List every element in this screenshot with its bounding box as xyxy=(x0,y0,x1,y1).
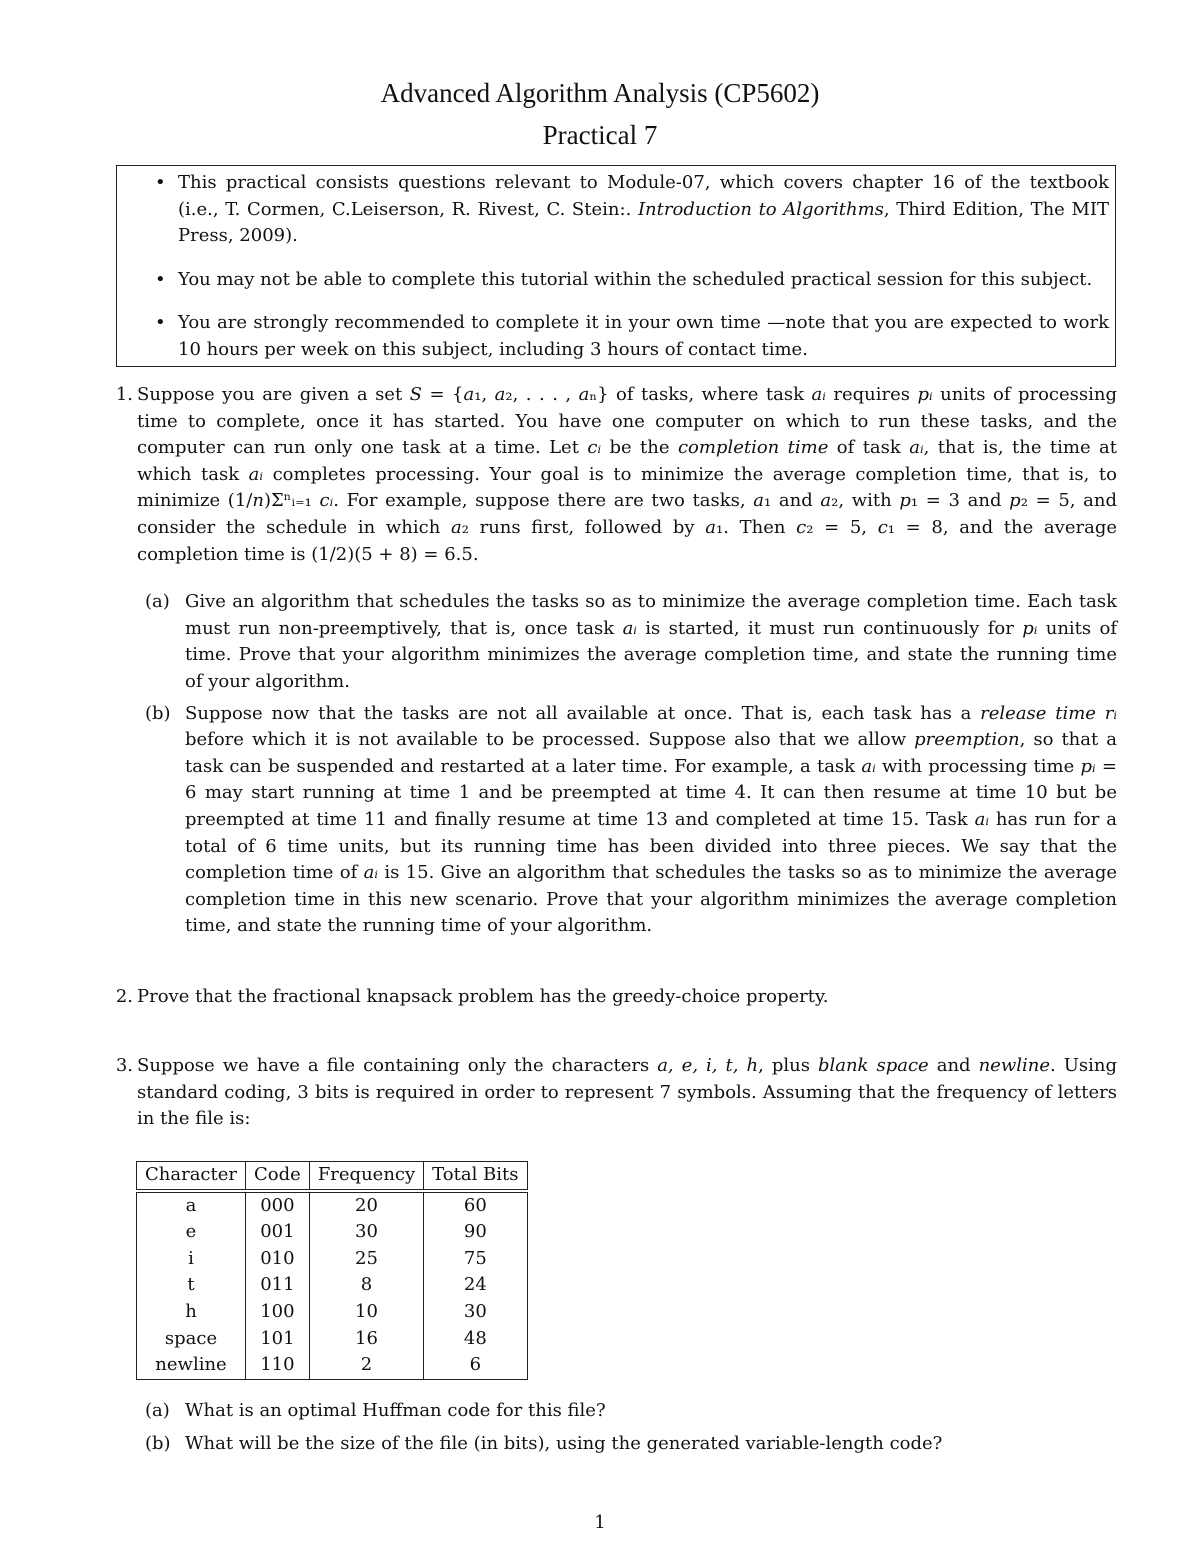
text-block xyxy=(178,172,1109,246)
table-cell: i xyxy=(137,1246,246,1273)
table-cell: 100 xyxy=(246,1299,310,1326)
text-segment: units of processing time to complete, once it has started. You have one computer on which to run these tasks, and the computer can run only one task at a time. Let xyxy=(137,384,1118,459)
table-cell: a xyxy=(137,1191,246,1220)
italic-text: a xyxy=(820,490,832,512)
text-segment: ₁ and xyxy=(764,490,821,512)
italic-text: pᵢ xyxy=(1080,755,1096,777)
table-cell: e xyxy=(137,1219,246,1246)
text-segment: ₂, . . . , xyxy=(505,384,579,405)
bullet-icon: • xyxy=(155,312,166,334)
table-cell: 10 xyxy=(309,1299,423,1326)
text-segment: ₙ} of tasks, where task xyxy=(589,384,812,405)
text-segment: Suppose now that the tasks are not all available at once. That is, each task has a xyxy=(185,702,981,724)
part-label: (b) xyxy=(145,702,171,724)
text-segment: is started, it must run continuously for xyxy=(636,617,1023,639)
practical-title: Practical 7 xyxy=(542,120,658,150)
table-cell: 30 xyxy=(424,1299,527,1326)
question-1 xyxy=(107,382,1117,940)
table-row xyxy=(137,1272,528,1299)
column-header: Code xyxy=(246,1162,310,1191)
italic-text: p xyxy=(899,490,911,512)
column-header: Character xyxy=(137,1162,246,1191)
text-segment: completes processing. Your goal is to minimize the average completion time, that is, to minimize (1/ xyxy=(137,463,1118,512)
table-cell: t xyxy=(137,1272,246,1299)
text-segment: Prove that the fractional knapsack problem has the greedy-choice property. xyxy=(137,986,829,1007)
question-text xyxy=(137,984,1117,1011)
text-block xyxy=(185,1398,1117,1425)
table-cell: space xyxy=(137,1326,246,1353)
italic-text: aᵢ xyxy=(363,862,378,884)
info-item xyxy=(117,170,1115,250)
text-segment: = 6 may start running at time 1 and be preempted at time 4. It can then resume at time 10 but be preempted at time 11 and finally resume at time 13 and completed at time 15. Task xyxy=(185,755,1117,830)
table-row xyxy=(137,1352,528,1379)
text-segment: has run for a total of 6 time units, but its running time has been divided into three pieces. We say that the completion time of xyxy=(185,808,1118,884)
question-text xyxy=(137,1053,1117,1133)
info-item xyxy=(117,310,1115,363)
table-cell: 90 xyxy=(424,1219,527,1246)
table-cell: 010 xyxy=(246,1246,310,1273)
bullet-icon: • xyxy=(155,268,166,290)
text-segment: . Using standard coding, 3 bits is required in order to represent 7 symbols. Assuming that the frequency of letters in the file is: xyxy=(137,1055,1118,1130)
italic-text: a, e, i, t, h xyxy=(657,1055,759,1076)
text-segment: . For example, suppose there are two tasks, xyxy=(333,490,754,512)
italic-text: newline xyxy=(978,1055,1050,1076)
text-segment: before which it is not available to be processed. Suppose also that we allow xyxy=(185,729,915,751)
table-cell: 110 xyxy=(246,1352,310,1379)
text-segment: ₂ = 5, and consider the schedule in which xyxy=(137,490,1118,538)
frequency-table xyxy=(136,1161,528,1380)
italic-text: p xyxy=(1009,490,1021,512)
text-segment: ₁. Then xyxy=(715,516,797,538)
text-segment: , so that a task can be suspended and restarted at a later time. For example, a task xyxy=(185,729,1117,777)
table-cell: 6 xyxy=(424,1352,527,1379)
table-cell: 24 xyxy=(424,1272,527,1299)
question-part xyxy=(145,701,1118,940)
text-segment: ₂ = 5, xyxy=(806,516,878,538)
text-segment: You may not be able to complete this tutorial within the scheduled practical session for this subject. xyxy=(178,268,1093,290)
italic-text: blank space xyxy=(817,1055,929,1076)
italic-text: S xyxy=(409,384,423,405)
text-block xyxy=(178,312,1109,360)
italic-text: n xyxy=(252,490,264,512)
bullet-icon: • xyxy=(155,172,166,193)
text-segment: )Σⁿᵢ₌₁ xyxy=(263,490,320,512)
text-segment: units of time. Prove that your algorithm minimizes the average completion time, and state the running time of your algorithm. xyxy=(185,617,1118,692)
part-label: (a) xyxy=(145,1400,170,1421)
question-3 xyxy=(107,1053,1117,1133)
table-cell: 30 xyxy=(309,1219,423,1246)
italic-text: preemption xyxy=(914,729,1020,751)
table-cell: 60 xyxy=(424,1191,527,1220)
italic-text: a xyxy=(463,384,475,405)
italic-text: c xyxy=(796,516,807,538)
text-block xyxy=(178,269,1092,290)
italic-text: aᵢ xyxy=(248,463,264,485)
table-cell: 000 xyxy=(246,1191,310,1220)
info-item xyxy=(117,267,1115,294)
table-row xyxy=(137,1326,528,1353)
italic-text: aᵢ xyxy=(811,384,826,405)
text-segment: You are strongly recommended to complete it in your own time —note that you are expected to work 10 hours per week on this subject, including 3 hours of contact time. xyxy=(178,312,1109,360)
italic-text: a xyxy=(450,516,462,538)
question-part xyxy=(145,589,1118,695)
column-header: Frequency xyxy=(309,1162,423,1191)
text-segment: ₂, with xyxy=(831,490,900,512)
text-block xyxy=(185,1431,1117,1458)
text-segment: be the xyxy=(601,437,678,459)
text-block xyxy=(185,589,1117,695)
question-2 xyxy=(107,984,1117,1011)
table-row xyxy=(137,1299,528,1326)
question-part xyxy=(145,1431,1117,1458)
table-cell: 101 xyxy=(246,1326,310,1353)
table-cell: newline xyxy=(137,1352,246,1379)
italic-text: pᵢ xyxy=(1022,617,1038,639)
course-title: Advanced Algorithm Analysis (CP5602) xyxy=(380,78,820,108)
text-segment: with processing time xyxy=(875,755,1081,777)
text-segment: ₁ = 8, and the average completion time is (1/2)(5 + 8) = 6.5. xyxy=(137,516,1117,565)
part-label: (b) xyxy=(145,1432,171,1454)
question-3-parts xyxy=(107,1398,1117,1457)
italic-text: pᵢ xyxy=(917,384,933,405)
question-number: 1. xyxy=(115,384,133,405)
table-header-row xyxy=(137,1162,528,1191)
question-number: 3. xyxy=(115,1055,133,1076)
text-segment: This practical consists questions relevant to Module-07, which covers chapter 16 of the textbook (i.e., T. Cormen, C.Leiserson, R. Rivest, C. Stein:. xyxy=(178,172,1109,220)
italic-text: Introduction to Algorithms xyxy=(637,198,884,220)
italic-text: aᵢ xyxy=(622,617,637,639)
table-cell: 20 xyxy=(309,1191,423,1220)
table-cell: 011 xyxy=(246,1272,310,1299)
table-cell: h xyxy=(137,1299,246,1326)
text-segment: requires xyxy=(825,384,918,405)
text-segment: of task xyxy=(828,437,910,459)
italic-text: release time rᵢ xyxy=(980,702,1117,724)
table-cell: 75 xyxy=(424,1246,527,1273)
italic-text: aᵢ xyxy=(974,808,989,830)
table-cell: 2 xyxy=(309,1352,423,1379)
table-cell: 001 xyxy=(246,1219,310,1246)
table-row xyxy=(137,1219,528,1246)
question-text xyxy=(137,382,1117,568)
info-box xyxy=(116,165,1116,367)
text-segment: , that is, the time at which task xyxy=(137,437,1117,485)
italic-text: cᵢ xyxy=(319,490,334,512)
text-segment: = { xyxy=(422,384,464,405)
italic-text: completion time xyxy=(677,437,829,459)
text-block xyxy=(185,701,1117,940)
text-segment: ₁ = 3 and xyxy=(910,490,1010,512)
italic-text: aᵢ xyxy=(909,437,924,459)
text-segment: , plus xyxy=(758,1055,818,1076)
italic-text: a xyxy=(578,384,590,405)
table-cell: 25 xyxy=(309,1246,423,1273)
italic-text: cᵢ xyxy=(587,437,602,459)
italic-text: aᵢ xyxy=(861,755,876,777)
text-segment: Suppose we have a file containing only the characters xyxy=(137,1055,658,1076)
text-segment: Suppose you are given a set xyxy=(137,384,410,405)
text-segment: What is an optimal Huffman code for this file? xyxy=(185,1400,606,1421)
text-segment: ₁, xyxy=(474,384,495,405)
question-number: 2. xyxy=(115,986,133,1007)
page-number: 1 xyxy=(594,1512,606,1533)
table-row xyxy=(137,1246,528,1273)
column-header: Total Bits xyxy=(424,1162,527,1191)
table-cell: 48 xyxy=(424,1326,527,1353)
text-segment: , Third Edition, The MIT Press, 2009). xyxy=(178,198,1110,247)
text-segment: What will be the size of the file (in bits), using the generated variable-length code? xyxy=(185,1432,943,1454)
table-cell: 16 xyxy=(309,1326,423,1353)
italic-text: a xyxy=(753,490,765,512)
table-row xyxy=(137,1191,528,1220)
text-segment: is 15. Give an algorithm that schedules the tasks so as to minimize the average completion time in this new scenario. Prove that your algorithm minimizes the average completion time, and state the running time of your algorithm. xyxy=(185,862,1117,937)
part-label: (a) xyxy=(145,591,170,613)
italic-text: a xyxy=(705,516,716,538)
table-cell: 8 xyxy=(309,1272,423,1299)
text-segment: Give an algorithm that schedules the tasks so as to minimize the average completion time. Each task must run non-preemptively, that is, once task xyxy=(185,591,1117,639)
question-part xyxy=(145,1398,1117,1425)
italic-text: a xyxy=(494,384,506,405)
italic-text: c xyxy=(877,516,888,538)
text-segment: and xyxy=(928,1055,979,1076)
text-segment: ₂ runs first, followed by xyxy=(461,516,706,538)
